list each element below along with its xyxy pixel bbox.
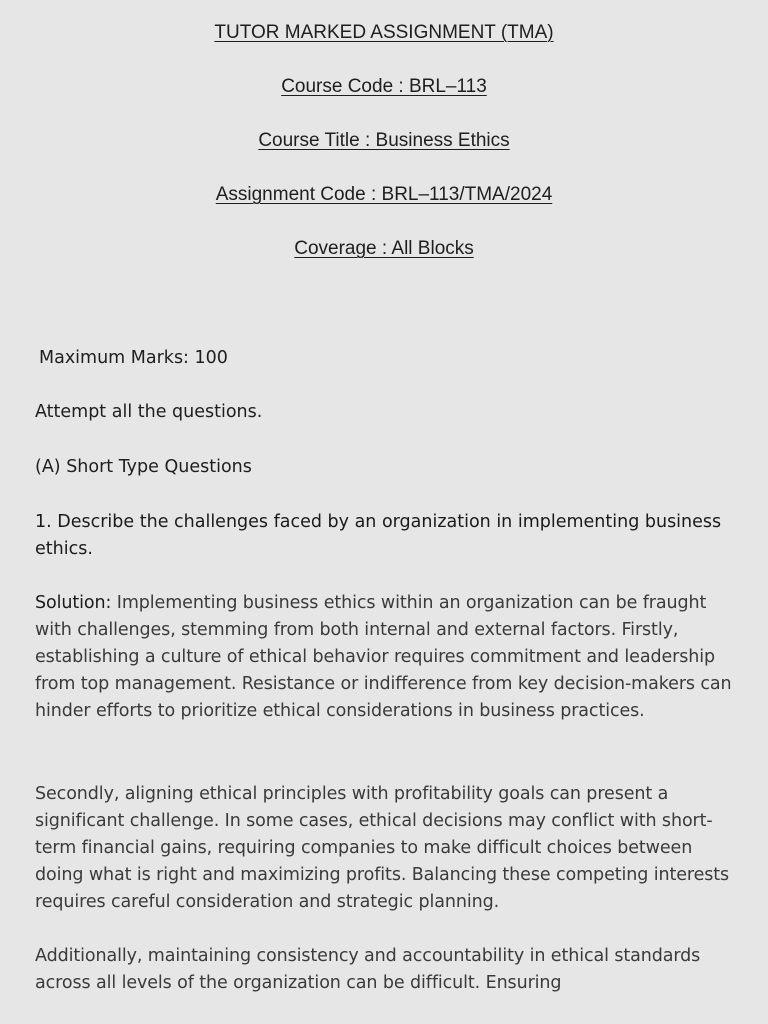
solution-label: Solution: xyxy=(35,593,112,613)
solution-paragraph-1 xyxy=(35,590,735,725)
tma-title: TUTOR MARKED ASSIGNMENT (TMA) xyxy=(214,22,554,43)
coverage: Coverage : All Blocks xyxy=(294,238,474,259)
course-code: Course Code : BRL–113 xyxy=(281,76,487,97)
max-marks: Maximum Marks: 100 xyxy=(39,348,228,368)
instruction: Attempt all the questions. xyxy=(35,402,263,422)
question-1: 1. Describe the challenges faced by an organization in implementing business ethics. xyxy=(35,512,722,559)
course-title: Course Title : Business Ethics xyxy=(258,130,510,151)
solution-text-1: Implementing business ethics within an organization can be fraught with challenges, stemming from both internal and external factors. Firstly, establishing a culture of ethical behavior requires commitment and leadership from top management. Resistance or indifference from key decision-makers can hinder efforts to prioritize ethical considerations in business practices. xyxy=(35,593,732,721)
solution-paragraph-2: Secondly, aligning ethical principles with profitability goals can present a significant challenge. In some cases, ethical decisions may conflict with short-term financial gains, requiring companies to make difficult choices between doing what is right and maximizing profits. Balancing these competing interests requires careful consideration and strategic planning. xyxy=(35,784,730,912)
section-heading: (A) Short Type Questions xyxy=(35,457,252,477)
solution-paragraph-3: Additionally, maintaining consistency and accountability in ethical standards across all levels of the organization can be difficult. Ensuring xyxy=(35,946,701,993)
assignment-code: Assignment Code : BRL–113/TMA/2024 xyxy=(215,184,553,205)
